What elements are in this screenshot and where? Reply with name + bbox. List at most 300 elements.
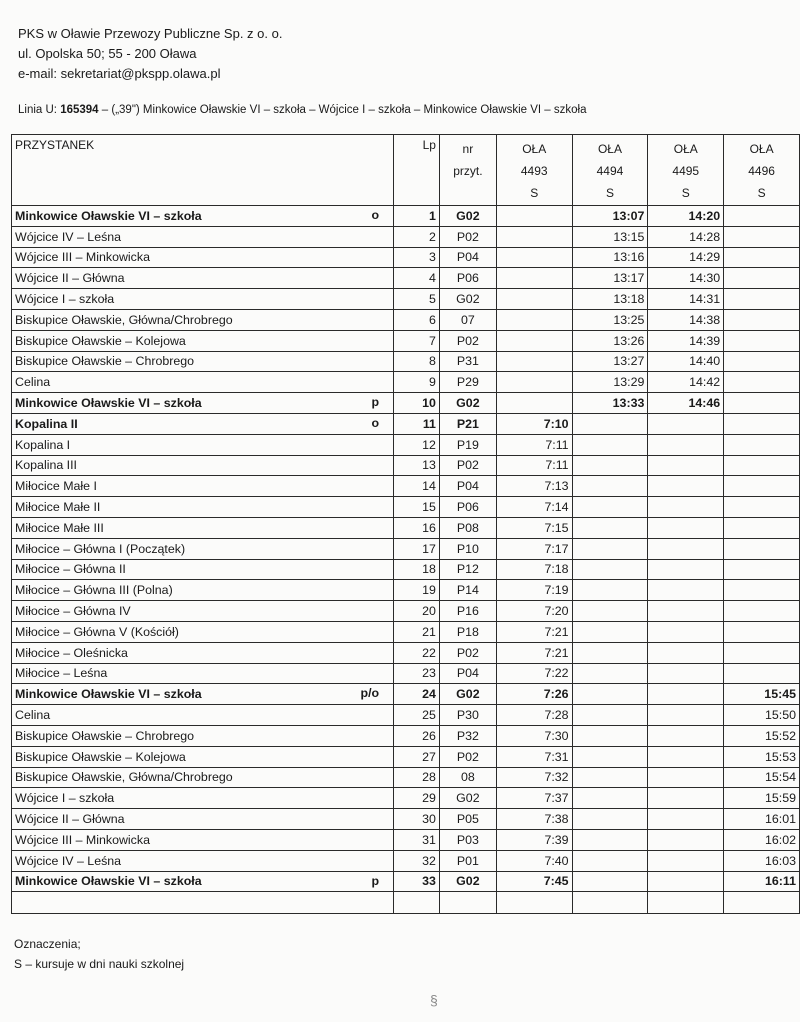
time-course-1	[496, 268, 572, 289]
stop-code-cell: G02	[439, 289, 496, 310]
time-course-3	[648, 642, 724, 663]
stop-code-cell: P10	[439, 538, 496, 559]
lp-cell: 8	[394, 351, 440, 372]
stop-code-cell: G02	[439, 206, 496, 227]
table-row	[12, 767, 800, 788]
time-course-2	[572, 642, 648, 663]
time-course-1: 7:38	[496, 809, 572, 830]
time-course-1	[496, 351, 572, 372]
time-course-4: 16:02	[724, 829, 800, 850]
stop-name-cell	[12, 517, 394, 538]
time-course-1: 7:15	[496, 517, 572, 538]
course-flag: S	[681, 186, 690, 200]
time-course-1: 7:39	[496, 829, 572, 850]
lp-cell: 17	[394, 538, 440, 559]
table-row	[12, 372, 800, 393]
lp-cell: 15	[394, 497, 440, 518]
time-course-1: 7:19	[496, 580, 572, 601]
stop-code-cell: P02	[439, 642, 496, 663]
time-course-3	[648, 746, 724, 767]
table-row	[12, 476, 800, 497]
course-flag: S	[605, 186, 614, 200]
time-course-1: 7:11	[496, 434, 572, 455]
header-stop-code	[439, 135, 496, 206]
time-course-1: 7:26	[496, 684, 572, 705]
table-row	[12, 871, 800, 892]
time-course-2	[572, 850, 648, 871]
course-number: 4496	[748, 164, 775, 178]
lp-cell: 7	[394, 330, 440, 351]
table-row	[12, 268, 800, 289]
time-course-4: 15:59	[724, 788, 800, 809]
time-course-1: 7:21	[496, 621, 572, 642]
course-number: 4494	[596, 164, 624, 178]
table-row	[12, 226, 800, 247]
time-course-1	[496, 330, 572, 351]
stop-name-cell	[12, 705, 394, 726]
stop-name: Celina	[15, 375, 51, 390]
time-course-1: 7:31	[496, 746, 572, 767]
time-course-4	[724, 517, 800, 538]
stop-code-cell: P05	[439, 809, 496, 830]
stop-mark: o	[371, 208, 380, 222]
stop-code-cell: P02	[439, 455, 496, 476]
stop-name: Miłocice Małe III	[15, 520, 104, 535]
time-course-3: 14:46	[648, 393, 724, 414]
time-course-1: 7:32	[496, 767, 572, 788]
table-row	[12, 434, 800, 455]
lp-cell: 21	[394, 621, 440, 642]
stop-code-cell: G02	[439, 684, 496, 705]
time-course-3	[648, 580, 724, 601]
table-row	[12, 393, 800, 414]
time-course-1: 7:14	[496, 497, 572, 518]
time-course-4	[724, 580, 800, 601]
time-course-2: 13:26	[572, 330, 648, 351]
time-course-1	[496, 289, 572, 310]
stop-name: Miłocice – Leśna	[15, 666, 108, 681]
stop-code-cell: P30	[439, 705, 496, 726]
stop-name-cell	[12, 226, 394, 247]
stop-name: Kopalina II	[15, 416, 78, 431]
stop-name: Biskupice Oławskie – Chrobrego	[15, 728, 195, 743]
stop-code-cell: P01	[439, 850, 496, 871]
lp-cell: 3	[394, 247, 440, 268]
table-row	[12, 517, 800, 538]
stop-name: Biskupice Oławskie, Główna/Chrobrego	[15, 770, 233, 785]
time-course-4: 15:52	[724, 725, 800, 746]
time-course-2	[572, 455, 648, 476]
stop-name: Wójcice III – Minkowicka	[15, 832, 150, 847]
stop-name: Miłocice – Główna III (Polna)	[15, 583, 173, 598]
stop-code-cell: P02	[439, 226, 496, 247]
lp-cell: 1	[394, 206, 440, 227]
company-address: ul. Opolska 50; 55 - 200 Oława	[18, 46, 197, 61]
lp-cell: 23	[394, 663, 440, 684]
stop-name-cell	[12, 746, 394, 767]
course-flag: S	[530, 186, 539, 200]
stop-code-cell: 07	[439, 309, 496, 330]
time-course-4	[724, 642, 800, 663]
stop-code-cell: P29	[439, 372, 496, 393]
time-course-4	[724, 538, 800, 559]
stop-name-cell	[12, 497, 394, 518]
table-row	[12, 850, 800, 871]
time-course-3: 14:38	[648, 309, 724, 330]
stop-name: Miłocice – Główna V (Kościół)	[15, 624, 179, 639]
time-course-2: 13:16	[572, 247, 648, 268]
line-number: 165394	[60, 104, 99, 116]
stop-name-cell	[12, 434, 394, 455]
stop-name: Biskupice Oławskie – Chrobrego	[15, 354, 195, 369]
course-label: OŁA	[597, 142, 622, 156]
header-nr-line2: przyt.	[453, 164, 483, 178]
time-course-1: 7:21	[496, 642, 572, 663]
company-email: e-mail: sekretariat@pkspp.olawa.pl	[18, 66, 221, 81]
table-row	[12, 206, 800, 227]
course-number: 4493	[520, 164, 548, 178]
time-course-2	[572, 434, 648, 455]
stop-code-cell: G02	[439, 871, 496, 892]
table-row	[12, 684, 800, 705]
header-course-4	[724, 135, 800, 206]
stop-code-cell: P18	[439, 621, 496, 642]
lp-cell: 30	[394, 809, 440, 830]
time-course-2	[572, 476, 648, 497]
time-course-1: 7:10	[496, 413, 572, 434]
stop-name: Miłocice – Główna IV	[15, 604, 131, 619]
time-course-4: 16:01	[724, 809, 800, 830]
stop-name: Celina	[15, 708, 51, 723]
empty-cell	[394, 892, 440, 914]
stop-code-cell: P04	[439, 247, 496, 268]
line-info	[18, 104, 586, 116]
time-course-4: 16:11	[724, 871, 800, 892]
stop-name-cell	[12, 476, 394, 497]
time-course-3	[648, 455, 724, 476]
time-course-2: 13:27	[572, 351, 648, 372]
stop-name-cell	[12, 725, 394, 746]
empty-cell	[572, 892, 648, 914]
time-course-2	[572, 413, 648, 434]
stop-name: Wójcice II – Główna	[15, 812, 125, 826]
time-course-2	[572, 829, 648, 850]
table-row	[12, 309, 800, 330]
time-course-3: 14:28	[648, 226, 724, 247]
time-course-4	[724, 663, 800, 684]
time-course-3: 14:29	[648, 247, 724, 268]
stop-name: Wójcice IV – Leśna	[15, 853, 122, 868]
time-course-2: 13:25	[572, 309, 648, 330]
stop-code-cell: P08	[439, 517, 496, 538]
course-number: 4495	[672, 164, 700, 178]
stop-code-cell: P06	[439, 268, 496, 289]
stop-name-cell	[12, 268, 394, 289]
time-course-2	[572, 538, 648, 559]
time-course-2	[572, 725, 648, 746]
time-course-3	[648, 559, 724, 580]
time-course-3	[648, 705, 724, 726]
stop-code-cell: P31	[439, 351, 496, 372]
stop-name-cell	[12, 559, 394, 580]
stop-name-cell	[12, 684, 394, 705]
stop-name-cell	[12, 871, 394, 892]
stop-name: Wójcice II – Główna	[15, 271, 125, 286]
stop-mark: p	[371, 395, 380, 410]
table-row	[12, 746, 800, 767]
time-course-4: 15:45	[724, 684, 800, 705]
time-course-4: 15:53	[724, 746, 800, 767]
lp-cell: 6	[394, 309, 440, 330]
line-label: Linia U:	[18, 104, 57, 116]
stop-name-cell	[12, 621, 394, 642]
stop-name-cell	[12, 809, 394, 830]
stop-name-cell	[12, 642, 394, 663]
empty-cell	[12, 892, 394, 914]
time-course-2	[572, 580, 648, 601]
time-course-3	[648, 725, 724, 746]
stop-name: Kopalina III	[15, 458, 77, 473]
time-course-2	[572, 767, 648, 788]
stop-name-cell	[12, 601, 394, 622]
time-course-1: 7:17	[496, 538, 572, 559]
legend	[14, 934, 184, 974]
time-course-4	[724, 268, 800, 289]
stop-name-cell	[12, 372, 394, 393]
time-course-3	[648, 621, 724, 642]
stop-code-cell: P03	[439, 829, 496, 850]
time-course-3	[648, 684, 724, 705]
stop-name-cell	[12, 413, 394, 434]
time-course-4	[724, 247, 800, 268]
time-course-2: 13:07	[572, 206, 648, 227]
time-course-1: 7:45	[496, 871, 572, 892]
table-row	[12, 497, 800, 518]
time-course-2	[572, 871, 648, 892]
time-course-4	[724, 226, 800, 247]
lp-cell: 16	[394, 517, 440, 538]
time-course-1: 7:13	[496, 476, 572, 497]
stop-code-cell: P04	[439, 663, 496, 684]
stop-name: Miłocice – Główna I (Początek)	[15, 541, 186, 556]
time-course-2: 13:33	[572, 393, 648, 414]
time-course-2	[572, 809, 648, 830]
time-course-4	[724, 330, 800, 351]
table-row	[12, 247, 800, 268]
stop-name: Wójcice I – szkoła	[15, 292, 115, 307]
time-course-3	[648, 788, 724, 809]
time-course-3	[648, 517, 724, 538]
table-row	[12, 538, 800, 559]
time-course-2: 13:29	[572, 372, 648, 393]
legend-title: Oznaczenia;	[14, 937, 81, 951]
time-course-2	[572, 621, 648, 642]
time-course-1: 7:30	[496, 725, 572, 746]
company-name: PKS w Oławie Przewozy Publiczne Sp. z o. o.	[18, 26, 283, 41]
empty-row	[12, 892, 800, 914]
stop-name: Biskupice Oławskie – Kolejowa	[15, 749, 186, 764]
stop-code-cell: P04	[439, 476, 496, 497]
time-course-2: 13:15	[572, 226, 648, 247]
lp-cell: 13	[394, 455, 440, 476]
lp-cell: 9	[394, 372, 440, 393]
time-course-1	[496, 226, 572, 247]
stop-name: Miłocice – Oleśnicka	[15, 645, 128, 660]
stop-code-cell: P02	[439, 330, 496, 351]
table-row	[12, 621, 800, 642]
course-label: OŁA	[673, 142, 698, 156]
timetable-header-row	[12, 135, 800, 206]
header-course-3	[648, 135, 724, 206]
stop-code-cell: P02	[439, 746, 496, 767]
stop-name: Miłocice – Główna II	[15, 562, 126, 577]
stop-name-cell	[12, 788, 394, 809]
course-label: OŁA	[522, 142, 547, 156]
time-course-4	[724, 559, 800, 580]
course-flag: S	[757, 186, 766, 200]
time-course-1	[496, 206, 572, 227]
time-course-3: 14:31	[648, 289, 724, 310]
stop-name-cell	[12, 455, 394, 476]
lp-cell: 5	[394, 289, 440, 310]
time-course-1	[496, 393, 572, 414]
time-course-2	[572, 684, 648, 705]
time-course-2	[572, 517, 648, 538]
lp-cell: 26	[394, 725, 440, 746]
time-course-3	[648, 413, 724, 434]
lp-cell: 4	[394, 268, 440, 289]
stop-name-cell	[12, 309, 394, 330]
time-course-2: 13:18	[572, 289, 648, 310]
time-course-4	[724, 413, 800, 434]
time-course-4	[724, 476, 800, 497]
table-row	[12, 455, 800, 476]
stop-name: Minkowice Oławskie VI – szkoła	[15, 396, 202, 411]
stop-code-cell: P06	[439, 497, 496, 518]
header-course-1	[496, 135, 572, 206]
time-course-4	[724, 434, 800, 455]
time-course-4: 15:54	[724, 767, 800, 788]
table-row	[12, 289, 800, 310]
stop-code-cell: P32	[439, 725, 496, 746]
empty-cell	[496, 892, 572, 914]
time-course-3	[648, 850, 724, 871]
stop-code-cell: P16	[439, 601, 496, 622]
table-row	[12, 705, 800, 726]
stop-name: Biskupice Oławskie, Główna/Chrobrego	[15, 312, 233, 327]
header-lp: Lp	[394, 135, 440, 206]
stop-name: Biskupice Oławskie – Kolejowa	[15, 333, 186, 348]
table-row	[12, 559, 800, 580]
stop-name-cell	[12, 206, 394, 227]
time-course-2	[572, 497, 648, 518]
time-course-3	[648, 663, 724, 684]
stop-name-cell	[12, 289, 394, 310]
lp-cell: 22	[394, 642, 440, 663]
time-course-3: 14:20	[648, 206, 724, 227]
lp-cell: 28	[394, 767, 440, 788]
stop-name-cell	[12, 393, 394, 414]
table-row	[12, 580, 800, 601]
time-course-1	[496, 247, 572, 268]
stop-mark: o	[371, 415, 380, 430]
time-course-4	[724, 372, 800, 393]
time-course-4: 15:50	[724, 705, 800, 726]
header-course-2	[572, 135, 648, 206]
stop-name: Minkowice Oławskie VI – szkoła	[15, 687, 202, 702]
time-course-1: 7:22	[496, 663, 572, 684]
legend-s: S – kursuje w dni nauki szkolnej	[14, 957, 185, 971]
time-course-3	[648, 497, 724, 518]
stop-code-cell: G02	[439, 393, 496, 414]
table-row	[12, 351, 800, 372]
time-course-4	[724, 497, 800, 518]
time-course-4	[724, 309, 800, 330]
stop-name: Minkowice Oławskie VI – szkoła	[15, 874, 202, 889]
time-course-3	[648, 538, 724, 559]
time-course-1	[496, 309, 572, 330]
stop-code-cell: P14	[439, 580, 496, 601]
line-description: – („39") Minkowice Oławskie VI – szkoła – Wójcice I – szkoła – Minkowice Oławskie VI – szkoła	[101, 104, 587, 116]
time-course-4	[724, 393, 800, 414]
time-course-2	[572, 746, 648, 767]
lp-cell: 2	[394, 226, 440, 247]
table-row	[12, 330, 800, 351]
stop-name-cell	[12, 850, 394, 871]
lp-cell: 27	[394, 746, 440, 767]
lp-cell: 32	[394, 850, 440, 871]
stop-name-cell	[12, 767, 394, 788]
table-row	[12, 788, 800, 809]
stop-name: Miłocice Małe I	[15, 479, 97, 494]
stop-code-cell: G02	[439, 788, 496, 809]
table-row	[12, 829, 800, 850]
lp-cell: 11	[394, 413, 440, 434]
timetable	[11, 134, 800, 914]
course-label: OŁA	[749, 142, 774, 156]
stop-name-cell	[12, 247, 394, 268]
empty-cell	[439, 892, 496, 914]
stop-code-cell: 08	[439, 767, 496, 788]
lp-cell: 19	[394, 580, 440, 601]
time-course-3	[648, 809, 724, 830]
time-course-3	[648, 829, 724, 850]
stop-name-cell	[12, 580, 394, 601]
stop-name-cell	[12, 330, 394, 351]
lp-cell: 29	[394, 788, 440, 809]
time-course-2	[572, 705, 648, 726]
time-course-4	[724, 601, 800, 622]
company-header	[18, 24, 282, 84]
lp-cell: 12	[394, 434, 440, 455]
time-course-3: 14:39	[648, 330, 724, 351]
time-course-4	[724, 289, 800, 310]
stop-name: Wójcice III – Minkowicka	[15, 250, 150, 265]
empty-cell	[724, 892, 800, 914]
time-course-3	[648, 434, 724, 455]
time-course-3: 14:40	[648, 351, 724, 372]
stop-name: Wójcice I – szkoła	[15, 791, 115, 806]
time-course-2	[572, 788, 648, 809]
stop-name: Minkowice Oławskie VI – szkoła	[15, 208, 202, 223]
header-stop: PRZYSTANEK	[12, 135, 394, 206]
stop-name: Miłocice Małe II	[15, 500, 101, 515]
table-row	[12, 413, 800, 434]
time-course-1: 7:20	[496, 601, 572, 622]
time-course-3	[648, 871, 724, 892]
table-row	[12, 601, 800, 622]
time-course-1: 7:28	[496, 705, 572, 726]
